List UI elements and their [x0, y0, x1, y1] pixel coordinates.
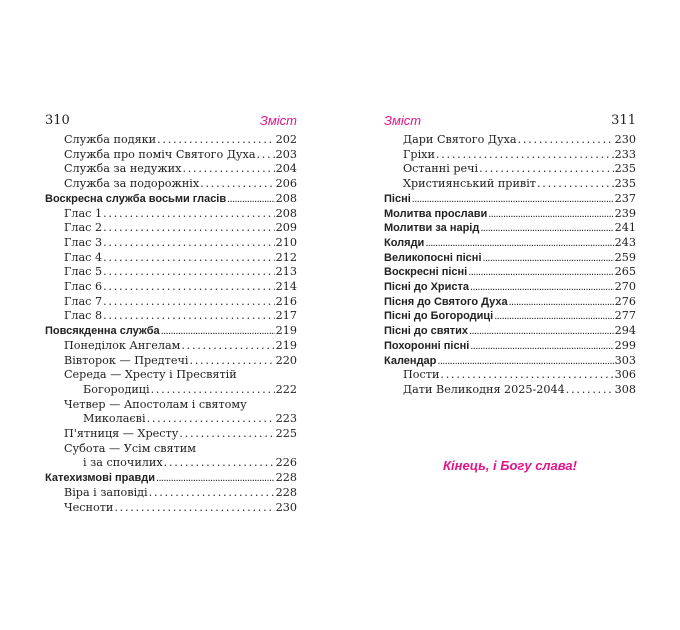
- toc-entry-page: 208: [275, 206, 297, 220]
- toc-entry-title: Пісні: [384, 192, 411, 205]
- toc-entry-page: 226: [275, 456, 297, 470]
- toc-entry[interactable]: [384, 133, 636, 148]
- toc-entry-page: 216: [275, 294, 297, 308]
- toc-entry-title: Віра і заповіді: [64, 485, 148, 499]
- toc-entry-page: 276: [614, 294, 636, 308]
- dot-leader: [480, 221, 613, 236]
- toc-entry[interactable]: [384, 192, 636, 207]
- dot-leader: [437, 354, 613, 369]
- toc-entry[interactable]: [45, 354, 297, 369]
- toc-entry-page: 214: [275, 280, 297, 294]
- toc-entry-page: 243: [614, 235, 636, 249]
- toc-entry-title-continued: Богородиці: [83, 382, 150, 396]
- dot-leader: [149, 486, 275, 501]
- toc-entry-continuation: [64, 383, 297, 398]
- toc-entry-title: Глас 6: [64, 280, 103, 294]
- toc-entry-title-continued: і за спочилих: [83, 456, 163, 470]
- toc-entry[interactable]: [45, 162, 297, 177]
- toc-entry[interactable]: [45, 442, 297, 471]
- dot-leader: [483, 251, 614, 266]
- toc-entry-page: 230: [614, 133, 636, 146]
- dot-leader: [157, 133, 275, 148]
- toc-entry-page: 219: [275, 338, 297, 352]
- toc-entry-page: 299: [614, 338, 636, 352]
- section-title: Зміст: [259, 113, 297, 128]
- toc-entry-page: 220: [275, 353, 297, 367]
- toc-entry[interactable]: [45, 471, 297, 486]
- toc-entry-title: Катехизмові правди: [45, 472, 155, 485]
- toc-entry-page: 202: [275, 133, 297, 146]
- toc-entry-title: Глас 5: [64, 265, 103, 279]
- dot-leader: [151, 383, 275, 398]
- toc-entry-title: Пости: [403, 368, 440, 382]
- dot-leader: [412, 192, 614, 207]
- toc-entry-title: Молитви за нарід: [384, 222, 480, 235]
- toc-entry-title: Глас 2: [64, 221, 103, 235]
- toc-entry-page: 203: [275, 147, 297, 161]
- toc-entry[interactable]: [45, 324, 297, 339]
- toc-entry-title: Коляди: [384, 236, 425, 249]
- toc-entry-title: Глас 3: [64, 235, 103, 249]
- dot-leader: [425, 236, 613, 251]
- toc-entry-title: Понеділок Ангелам: [64, 338, 181, 352]
- toc-entry-page: 219: [275, 324, 297, 338]
- toc-entry-page: 228: [275, 485, 297, 499]
- toc-entry[interactable]: [384, 339, 636, 354]
- toc-entry-page: 259: [614, 250, 636, 264]
- toc-entry-page: 204: [275, 162, 297, 176]
- toc-entry[interactable]: [45, 221, 297, 236]
- toc-entry-page: 228: [275, 471, 297, 485]
- toc-entry-title: Глас 8: [64, 309, 103, 323]
- dot-leader: [182, 162, 274, 177]
- dot-leader: [103, 309, 275, 324]
- toc-entry-title: Чесноти: [64, 500, 114, 514]
- toc-entry-page: 206: [275, 177, 297, 191]
- toc-entry-continuation: [64, 412, 297, 427]
- toc-entry-title: Четвер — Апостолам і святому: [64, 397, 247, 411]
- toc-entry[interactable]: [45, 148, 297, 163]
- toc-entry-page: 210: [275, 235, 297, 249]
- toc-entry-page: 239: [614, 206, 636, 220]
- toc-entry[interactable]: [45, 236, 297, 251]
- toc-entry-page: 222: [275, 382, 297, 396]
- dot-leader: [103, 251, 275, 266]
- toc-entry-title: Пісні до Богородиці: [384, 310, 494, 323]
- dot-leader: [103, 207, 275, 222]
- toc-entry[interactable]: [384, 236, 636, 251]
- toc-entry-title: Середа — Хресту і Пресвятій: [64, 368, 237, 382]
- page-number: 310: [45, 113, 70, 128]
- dot-leader: [114, 501, 274, 516]
- toc-entry-page: 233: [614, 147, 636, 161]
- toc-entry-title: Вівторок — Предтечі: [64, 353, 189, 367]
- toc-entry-title: Останні речі: [403, 162, 479, 176]
- dot-leader: [200, 177, 274, 192]
- dot-leader: [440, 368, 613, 383]
- toc-entry[interactable]: [45, 368, 297, 397]
- toc-entry-continuation: [64, 456, 297, 471]
- dot-leader: [436, 148, 614, 163]
- dot-leader: [147, 412, 275, 427]
- toc-entry[interactable]: [45, 427, 297, 442]
- toc-entry-title: Великопосні пісні: [384, 251, 482, 264]
- dot-leader: [103, 280, 275, 295]
- toc-entry-title: Глас 4: [64, 250, 103, 264]
- toc-entry-title: Дати Великодня 2025-2044: [403, 382, 565, 396]
- toc-entry[interactable]: [45, 295, 297, 310]
- dot-leader: [494, 309, 613, 324]
- dot-leader: [257, 148, 275, 163]
- right-page-header: [384, 112, 636, 130]
- toc-entry-page: 270: [614, 280, 636, 294]
- toc-entry[interactable]: [384, 162, 636, 177]
- toc-entry-title: Воскресна служба восьми гласів: [45, 192, 227, 205]
- left-page-header: [45, 112, 297, 130]
- toc-entry-title: Служба за недужих: [64, 162, 182, 176]
- toc-entry-page: 223: [275, 412, 297, 426]
- toc-entry-page: 217: [275, 309, 297, 323]
- toc-entry-page: 308: [614, 382, 636, 396]
- toc-entry-title: П'ятниця — Хресту: [64, 427, 179, 441]
- toc-entry-title: Глас 1: [64, 206, 103, 220]
- toc-entry[interactable]: [45, 251, 297, 266]
- toc-entry-title: Гріхи: [403, 147, 435, 161]
- dot-leader: [156, 471, 275, 486]
- dot-leader: [179, 427, 274, 442]
- toc-entry[interactable]: [384, 295, 636, 310]
- toc-entry[interactable]: [384, 354, 636, 369]
- dot-leader: [164, 456, 275, 471]
- toc-entry-title: Служба подяки: [64, 133, 157, 146]
- dot-leader: [537, 177, 614, 192]
- toc-entry[interactable]: [45, 501, 297, 516]
- toc-entry-title: Повсякденна служба: [45, 325, 160, 338]
- dot-leader: [469, 324, 614, 339]
- toc-entry-title: Глас 7: [64, 294, 103, 308]
- toc-entry-title: Служба про поміч Святого Духа: [64, 147, 256, 161]
- toc-entry-title: Служба за подорожніх: [64, 177, 200, 191]
- toc-entry-title: Пісні до святих: [384, 325, 469, 338]
- toc-entry-title: Календар: [384, 354, 437, 367]
- toc-entry[interactable]: [384, 309, 636, 324]
- toc-entry[interactable]: [45, 265, 297, 280]
- toc-entry-page: 277: [614, 309, 636, 323]
- toc-entry-page: 213: [275, 265, 297, 279]
- toc-entry[interactable]: [45, 133, 297, 148]
- toc-entry[interactable]: [384, 207, 636, 222]
- toc-entry-page: 225: [275, 427, 297, 441]
- toc-entry-title: Молитва прослави: [384, 207, 488, 220]
- toc-entry[interactable]: [384, 221, 636, 236]
- dot-leader: [103, 236, 275, 251]
- toc-entry-page: 237: [614, 191, 636, 205]
- toc-entry-page: 265: [614, 265, 636, 279]
- toc-entry-title: Субота — Усім святим: [64, 441, 196, 455]
- toc-entry[interactable]: [45, 177, 297, 192]
- dot-leader: [488, 207, 613, 222]
- toc-entry-title-continued: Миколаєві: [83, 412, 146, 426]
- toc-entry-title: Християнський привіт: [403, 177, 536, 191]
- table-of-contents-left: [45, 133, 297, 515]
- dot-leader: [468, 265, 613, 280]
- toc-entry-page: 230: [275, 500, 297, 514]
- toc-entry[interactable]: [45, 309, 297, 324]
- dot-leader: [509, 295, 614, 310]
- toc-entry-page: 241: [614, 221, 636, 235]
- toc-entry[interactable]: [384, 265, 636, 280]
- toc-entry[interactable]: [384, 251, 636, 266]
- toc-entry-page: 208: [275, 191, 297, 205]
- dot-leader: [161, 324, 275, 339]
- toc-entry-page: 306: [614, 368, 636, 382]
- toc-entry[interactable]: [384, 383, 636, 398]
- dot-leader: [566, 383, 614, 398]
- closing-line: Кінець, і Богу слава!: [443, 458, 577, 473]
- dot-leader: [479, 162, 614, 177]
- dot-leader: [181, 339, 274, 354]
- toc-entry[interactable]: [384, 177, 636, 192]
- dot-leader: [189, 354, 274, 369]
- toc-entry-page: 212: [275, 250, 297, 264]
- table-of-contents-right: [384, 133, 636, 398]
- dot-leader: [518, 133, 614, 148]
- toc-entry[interactable]: [384, 280, 636, 295]
- toc-entry-title: Воскресні пісні: [384, 266, 468, 279]
- toc-entry-title: Пісня до Святого Духа: [384, 295, 508, 308]
- dot-leader: [103, 295, 275, 310]
- section-title: Зміст: [384, 113, 422, 128]
- toc-entry[interactable]: [45, 280, 297, 295]
- toc-entry[interactable]: [384, 148, 636, 163]
- toc-entry-page: 209: [275, 221, 297, 235]
- toc-entry[interactable]: [45, 486, 297, 501]
- toc-entry[interactable]: [45, 339, 297, 354]
- toc-entry[interactable]: [45, 192, 297, 207]
- toc-entry-page: 294: [614, 324, 636, 338]
- toc-entry-title: Пісні до Христа: [384, 281, 470, 294]
- toc-entry-page: 303: [614, 353, 636, 367]
- dot-leader: [470, 339, 613, 354]
- toc-entry-title: Дари Святого Духа: [403, 133, 517, 146]
- dot-leader: [103, 221, 275, 236]
- toc-entry-page: 235: [614, 162, 636, 176]
- page-number: 311: [611, 113, 636, 128]
- toc-entry-title: Похоронні пісні: [384, 339, 470, 352]
- right-page: [340, 0, 680, 630]
- toc-entry[interactable]: [384, 324, 636, 339]
- toc-entry[interactable]: [384, 368, 636, 383]
- dot-leader: [103, 265, 275, 280]
- toc-entry[interactable]: [45, 398, 297, 427]
- dot-leader: [470, 280, 614, 295]
- toc-entry-page: 235: [614, 177, 636, 191]
- toc-entry[interactable]: [45, 207, 297, 222]
- dot-leader: [227, 192, 275, 207]
